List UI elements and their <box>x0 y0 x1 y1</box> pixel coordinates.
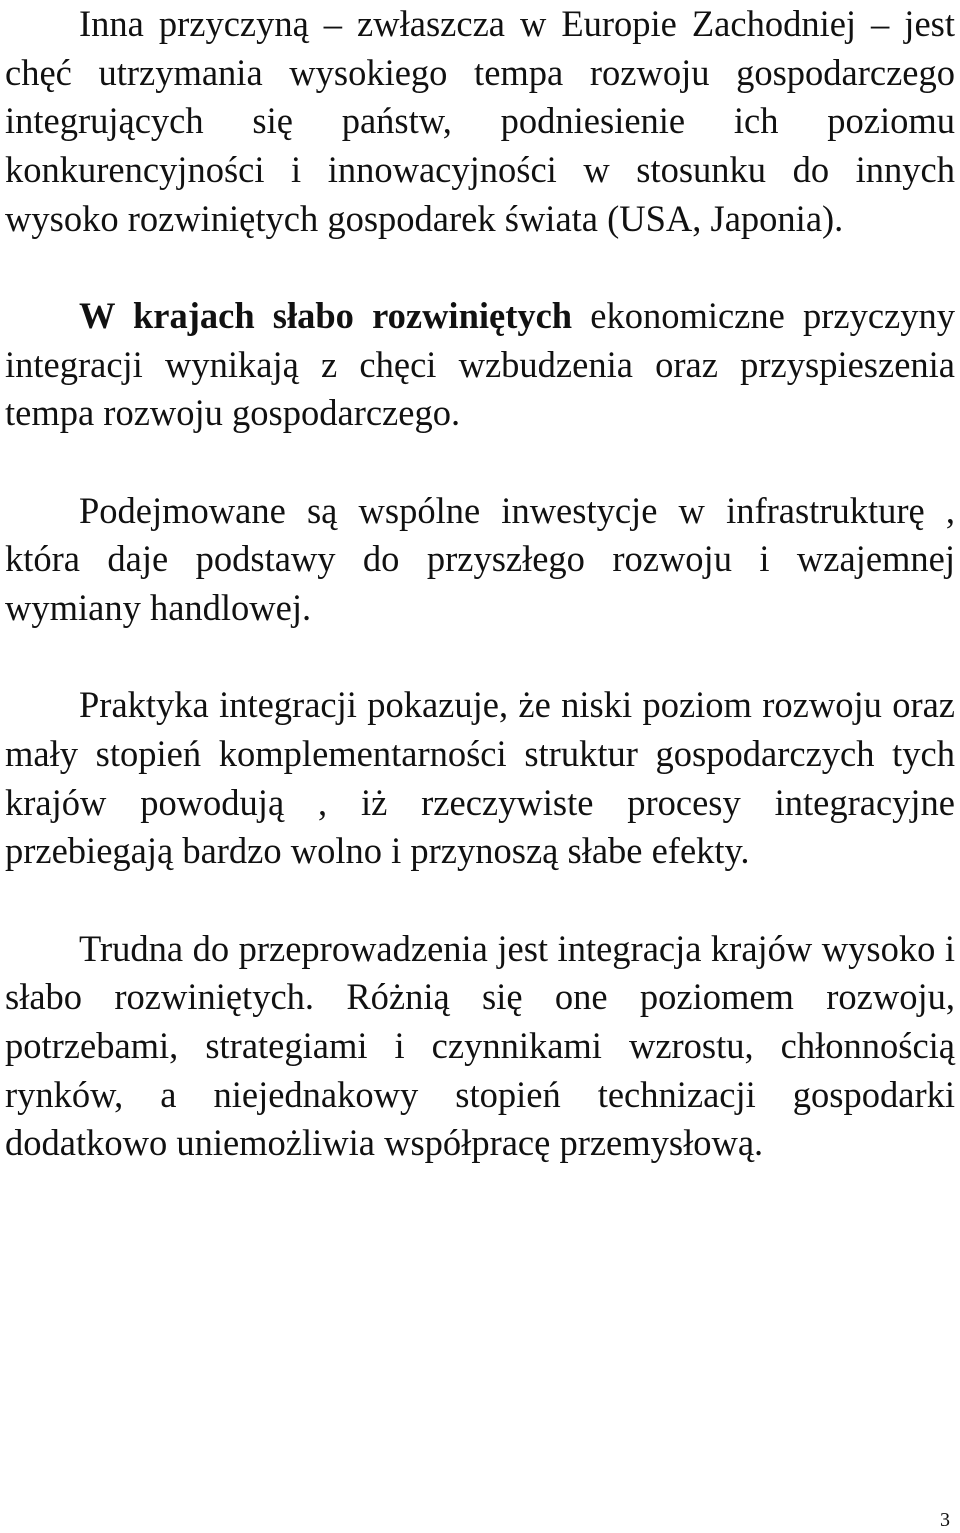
paragraph-text: Podejmowane są wspólne inwestycje w infrastrukturę , która daje podstawy do przyszłego rozwoju i wzajemnej wymiany handlowej. <box>5 489 955 629</box>
text-column <box>5 0 955 1168</box>
paragraph-text: Inna przyczyną – zwłaszcza w Europie Zachodniej – jest chęć utrzymania wysokiego tempa rozwoju gospodarczego integrujących się państw, podniesienie ich poziomu konkurencyjności i innowacyjności w stosunku do innych wysoko rozwiniętych gospodarek świata (USA, Japonia). <box>5 3 955 239</box>
paragraph-joint-investments <box>5 487 955 633</box>
paragraph-integration-practice <box>5 681 955 876</box>
page-number: 3 <box>940 1509 950 1531</box>
paragraph-western-europe <box>5 0 955 244</box>
paragraph-text: Praktyka integracji pokazuje, że niski poziom rozwoju oraz mały stopień komplementarności struktur gospodarczych tych krajów powodują , iż rzeczywiste procesy integracyjne przebiegają bardzo wolno i przynoszą słabe efekty. <box>5 684 955 872</box>
paragraph-text: ekonomiczne przyczyny integracji wynikają z chęci wzbudzenia oraz przyspieszenia tempa rozwoju gospodarczego. <box>5 295 955 434</box>
paragraph-text: Trudna do przeprowadzenia jest integracja krajów wysoko i słabo rozwiniętych. Różnią się one poziomem rozwoju, potrzebami, strategiami i czynnikami wzrostu, chłonnością rynków, a niejednakowy stopień technizacji gospodarki dodatkowo uniemożliwia współpracę przemysłową. <box>5 927 955 1164</box>
paragraph-lead-bold: W krajach słabo rozwiniętych <box>79 295 573 337</box>
paragraph-underdeveloped-countries <box>5 292 955 438</box>
paragraph-difficult-integration <box>5 925 955 1169</box>
